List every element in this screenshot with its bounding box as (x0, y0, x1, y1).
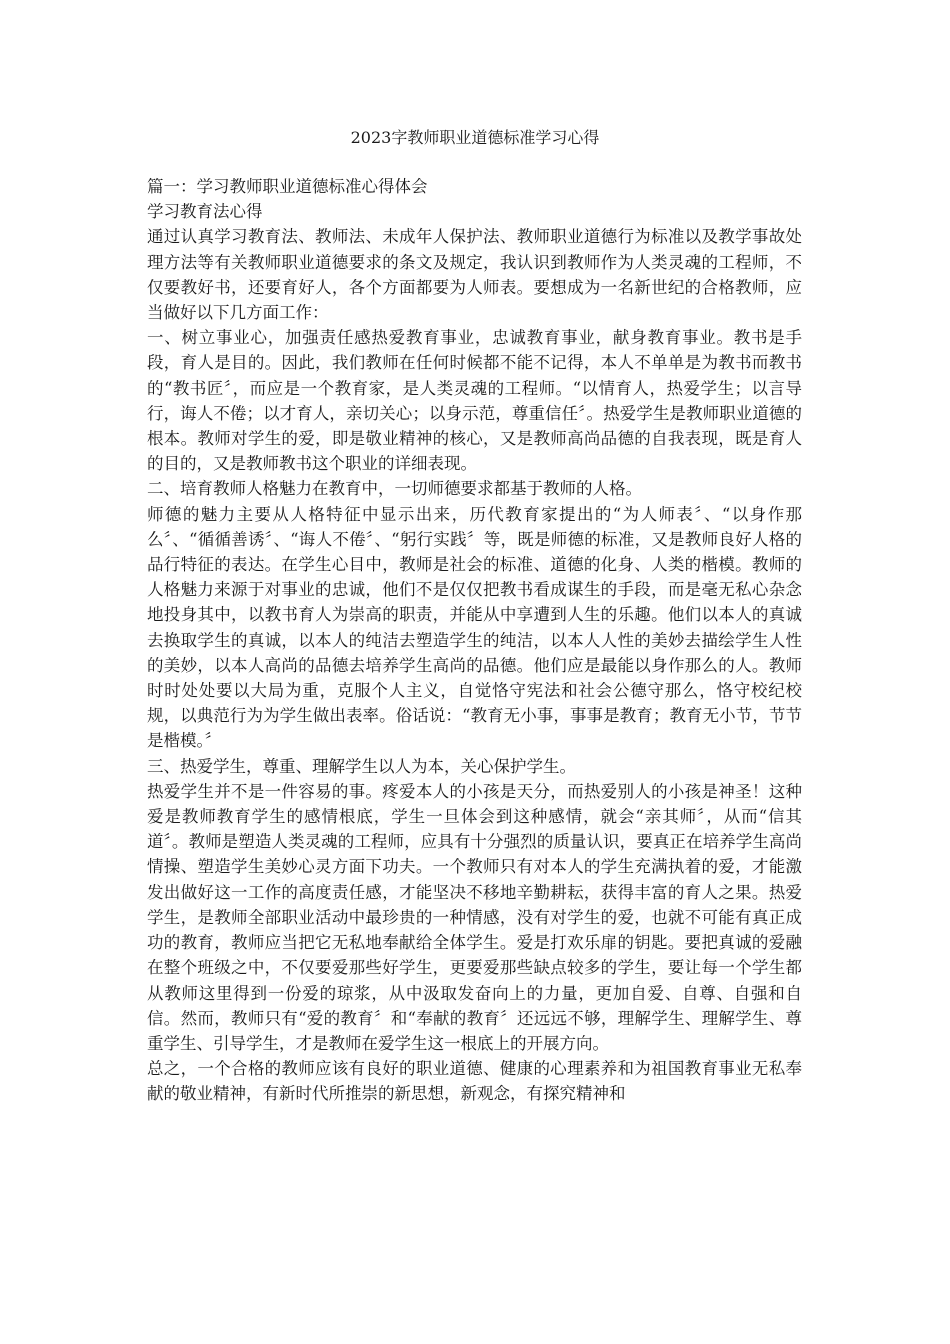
document-title: 2023字教师职业道德标准学习心得 (350, 128, 600, 147)
body-paragraph: 一、树立事业心，加强责任感热爱教育事业，忠诚教育事业，献身教育事业。教书是手段，育人是目的。因此，我们教师在任何时候都不能不记得，本人不单单是为教书而教书的“教书匠〞，而应是一个教育家，是人类灵魂的工程师。“以情育人，热爱学生；以言导行，诲人不倦；以才育人，亲切关心；以身示范，尊重信任〞。热爱学生是教师职业道德的根本。教师对学生的爱，即是敬业精神的核心，又是教师高尚品德的自我表现，既是育人的目的，又是教师教书这个职业的详细表现。 (147, 328, 802, 474)
document-body (147, 174, 802, 1107)
body-paragraph: 热爱学生并不是一件容易的事。疼爱本人的小孩是天分，而热爱别人的小孩是神圣！这种爱是教师教育学生的感情根底，学生一旦体会到这种感情，就会“亲其师〞，从而“信其道〞。教师是塑造人类灵魂的工程师，应具有十分强烈的质量认识，要真正在培养学生高尚情操、塑造学生美妙心灵方面下功夫。一个教师只有对本人的学生充满执着的爱，才能激发出做好这一工作的高度责任感，才能坚决不移地辛勤耕耘，获得丰富的育人之果。热爱学生，是教师全部职业活动中最珍贵的一种情感，没有对学生的爱，也就不可能有真正成功的教育，教师应当把它无私地奉献给全体学生。爱是打欢乐扉的钥匙。要把真诚的爱融在整个班级之中，不仅要爱那些好学生，更要爱那些缺点较多的学生，要让每一个学生都从教师这里得到一份爱的琼浆，从中汲取发奋向上的力量，更加自爱、自尊、自强和自信。然而，教师只有“爱的教育〞和“奉献的教育〞还远远不够，理解学生、理解学生、尊重学生、引导学生，才是教师在爱学生这一根底上的开展方向。 (147, 781, 802, 1053)
body-paragraph: 通过认真学习教育法、教师法、未成年人保护法、教师职业道德行为标准以及教学事故处理方法等有关教师职业道德要求的条文及规定，我认识到教师作为人类灵魂的工程师，不仅要教好书，还要育好人，各个方面都要为人师表。要想成为一名新世纪的合格教师，应当做好以下几方面工作： (147, 227, 802, 323)
section-heading: 篇一：学习教师职业道德标准心得体会 (147, 177, 428, 196)
body-paragraph: 总之，一个合格的教师应该有良好的职业道德、健康的心理素养和为祖国教育事业无私奉献的敬业精神，有新时代所推崇的新思想，新观念，有探究精神和 (147, 1059, 802, 1104)
body-paragraph: 师德的魅力主要从人格特征中显示出来，历代教育家提出的“为人师表〞、“以身作那么〞、“循循善诱〞、“诲人不倦〞、“躬行实践〞等，既是师德的标准，又是教师良好人格的品行特征的表达。在学生心目中，教师是社会的标准、道德的化身、人类的楷模。教师的人格魅力来源于对事业的忠诚，他们不是仅仅把教书看成谋生的手段，而是毫无私心杂念地投身其中，以教书育人为崇高的职责，并能从中享遭到人生的乐趣。他们以本人的真诚去换取学生的真诚，以本人的纯洁去塑造学生的纯洁，以本人人性的美妙去描绘学生人性的美妙，以本人高尚的品德去培养学生高尚的品德。他们应是最能以身作那么的人。教师时时处处要以大局为重，克服个人主义，自觉恪守宪法和社会公德守那么，恪守校纪校规，以典范行为为学生做出表率。俗话说：“教育无小事，事事是教育；教育无小节，节节是楷模。〞 (147, 504, 802, 751)
subheading: 学习教育法心得 (147, 202, 263, 222)
body-paragraph: 三、热爱学生，尊重、理解学生以人为本，关心保护学生。 (147, 756, 576, 776)
body-paragraph: 二、培育教师人格魅力在教育中，一切师德要求都基于教师的人格。 (147, 479, 642, 499)
